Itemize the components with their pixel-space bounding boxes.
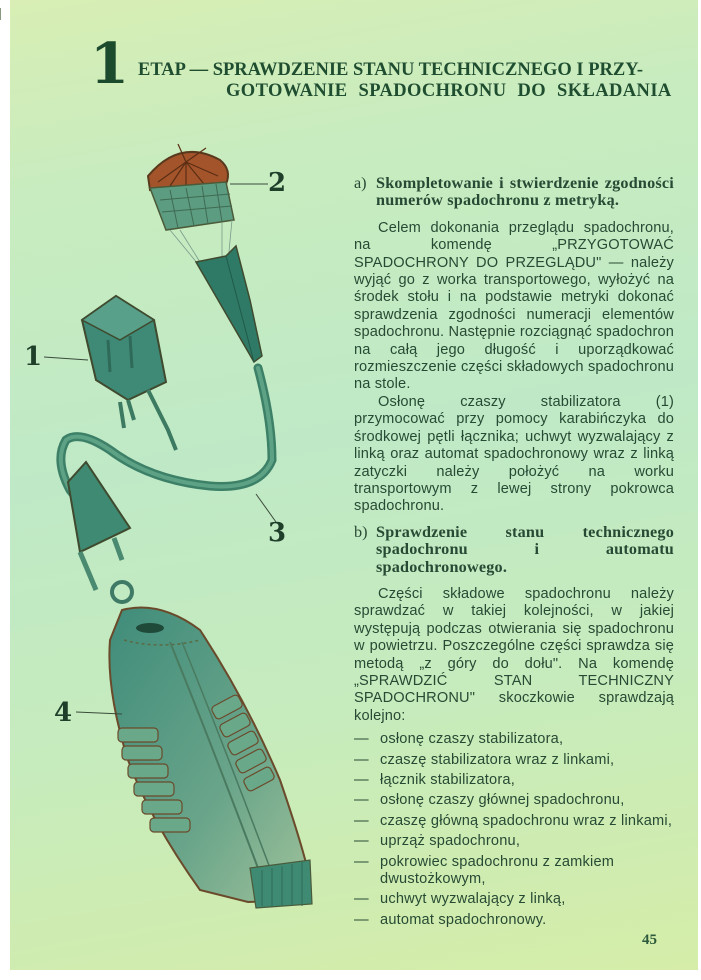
inspection-list (354, 731, 674, 929)
callout-4: 4 (54, 698, 73, 728)
callout-2: 2 (268, 168, 287, 198)
section-b-heading (354, 524, 674, 576)
section-b-paragraph-1: Części składowe spadochronu należy sprawdzać w takiej kolejności, w jakiej występują podczas otwierania się spadochronu w powietrzu. Poszczególne części sprawdza się metodą „z góry do dołu". Na komendę „SPRAWDZIĆ STAN TECHNICZNY SPADOCHRONU" skoczkowie sprawdzają kolejno: (354, 585, 674, 724)
heading-line-1: ETAP — SPRAWDZENIE STANU TECHNICZNEGO I PRZY- (138, 60, 644, 80)
list-item: — uchwyt wyzwalający z linką, (354, 891, 566, 908)
list-item: — czaszę główną spadochronu wraz z linkami, (354, 812, 673, 829)
list-item: — czaszę stabilizatora wraz z linkami, (354, 751, 615, 768)
list-item: — osłonę czaszy głównej spadochronu, (354, 792, 625, 809)
list-item: — pokrowiec spadochronu z zamkiem dwustożkowym, (354, 853, 615, 888)
list-item: — uprząż spadochronu, (354, 833, 521, 850)
book-page (10, 0, 698, 970)
list-item: — osłonę czaszy stabilizatora, (354, 731, 564, 748)
callout-3: 3 (268, 518, 287, 548)
section-a-heading (354, 175, 674, 210)
section-a-paragraph-1: Celem dokonania przeglądu spadochronu, na komendę „PRZYGOTOWAĆ SPADOCHRONY DO PRZEGLĄDU" — należy wyjąć go z worka transportowego, wyłożyć na środek stołu i na podstawie metryki dokonać sprawdzenia zgodności numeracji elementów spadochronu. Następnie rozciągnąć spadochron na całą jego długość i uporządkować rozmieszczenie części składowych spadochronu na stole. (354, 219, 674, 393)
parachute-illustration (10, 0, 350, 970)
main-parachute-pack-icon (109, 608, 312, 909)
pilot-chute-bag-icon (82, 296, 176, 450)
section-a-paragraph-2: Osłonę czaszy stabilizatora (1) przymocować przy pomocy karabińczyka do środkowej pętli łącznika; uchwyt wyzwalający z linką oraz automat spadochronowy wraz z linką zatyczki należy położyć na worku transportowym z lewej strony pokrowca spadochronu. (354, 393, 674, 515)
stage-number: 1 (90, 31, 127, 97)
page-number: 45 (642, 932, 657, 948)
list-item: — automat spadochronowy. (354, 911, 547, 928)
section-b-title: Sprawdzenie stanu technicznego spadochronu i automatu spadochronowego. (376, 522, 674, 576)
text-column (354, 175, 674, 932)
pilot-chute-icon (148, 144, 234, 264)
heading-line-2: GOTOWANIE SPADOCHRONU DO SKŁADANIA (226, 81, 672, 101)
section-b-letter: b) (354, 522, 368, 541)
scan-mark (0, 8, 1, 20)
callout-1: 1 (24, 342, 43, 372)
section-a-title: Skompletowanie i stwierdzenie zgodności numerów spadochronu z metryką. (376, 174, 674, 210)
section-a-letter: a) (354, 174, 367, 192)
list-item: — łącznik stabilizatora, (354, 772, 515, 788)
